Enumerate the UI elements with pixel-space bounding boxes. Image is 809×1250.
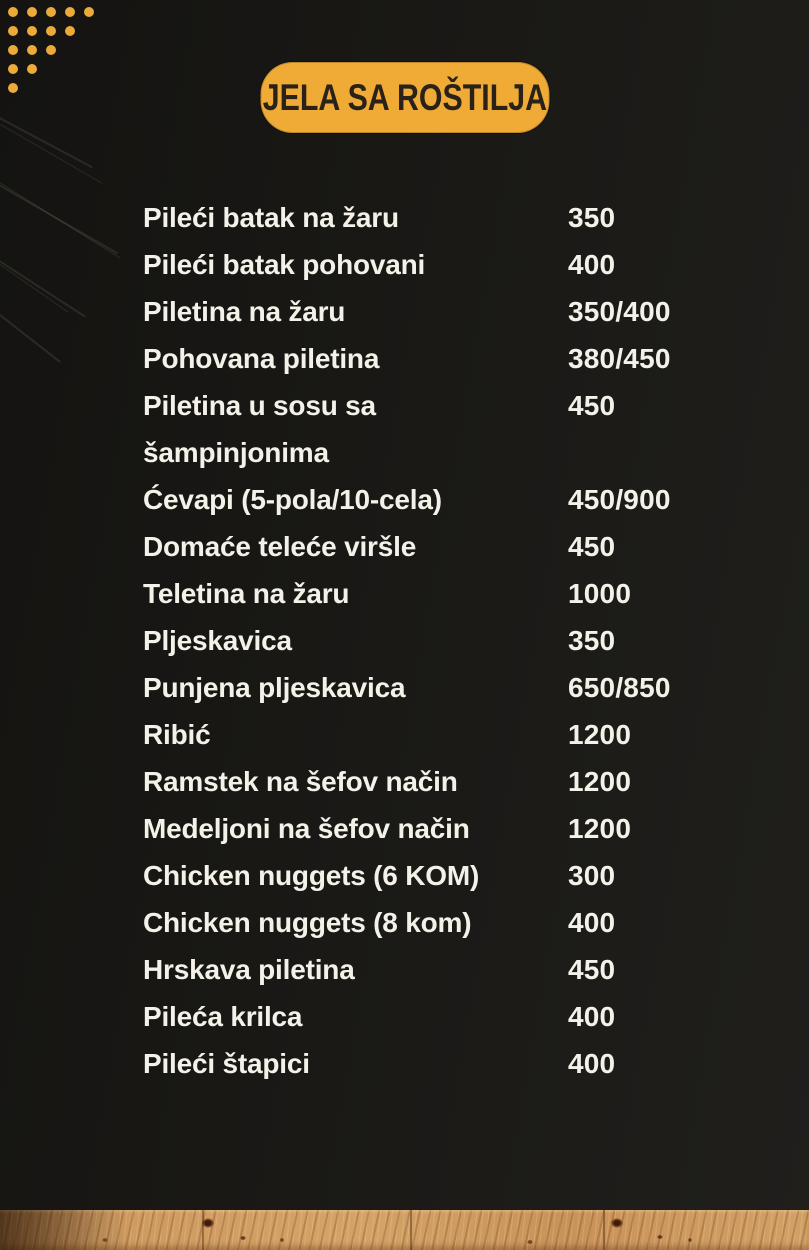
menu-item-row: [143, 805, 703, 852]
menu-item-price: 400: [568, 1048, 616, 1079]
menu-item-price: 450/900: [568, 484, 671, 515]
menu-item-row: [143, 993, 703, 1040]
dot-grid-decoration: [8, 7, 94, 102]
dot-decoration: [46, 7, 56, 17]
menu-item-row: [143, 1040, 703, 1087]
menu-item-row: [143, 523, 703, 570]
dot-row: [8, 26, 94, 36]
menu-item-price: 450: [568, 390, 616, 421]
dot-row: [8, 83, 94, 93]
menu-item-row: [143, 617, 703, 664]
menu-item-name: Pileća krilca: [143, 1001, 303, 1032]
menu-item-name: Medeljoni na šefov način: [143, 813, 470, 844]
plank-separator: [202, 1210, 204, 1250]
dot-row: [8, 7, 94, 17]
title-badge: [260, 62, 549, 133]
dot-decoration: [46, 26, 56, 36]
menu-item-price: 400: [568, 1001, 616, 1032]
menu-item-name: Pileći batak pohovani: [143, 249, 426, 280]
menu-item-name: Teletina na žaru: [143, 578, 350, 609]
dot-decoration: [8, 83, 18, 93]
plank-separator: [603, 1210, 605, 1250]
dot-decoration: [27, 26, 37, 36]
menu-item-name: Piletina u sosu sa šampinjonima: [143, 390, 376, 468]
menu-item-name: Pileći štapici: [143, 1048, 310, 1079]
dot-decoration: [27, 45, 37, 55]
menu-item-price: 350/400: [568, 296, 671, 327]
menu-item-price: 1000: [568, 578, 632, 609]
menu-item-name: Pileći batak na žaru: [143, 202, 399, 233]
menu-item-row: [143, 899, 703, 946]
menu-item-row: [143, 711, 703, 758]
menu-item-price: 350: [568, 202, 616, 233]
dot-decoration: [8, 7, 18, 17]
menu-item-name: Pljeskavica: [143, 625, 292, 656]
dot-row: [8, 64, 94, 74]
dot-decoration: [65, 7, 75, 17]
menu-item-name: Ribić: [143, 719, 211, 750]
dot-decoration: [8, 26, 18, 36]
menu-item-price: 1200: [568, 719, 632, 750]
menu-item-name: Piletina na žaru: [143, 296, 346, 327]
dot-decoration: [27, 64, 37, 74]
menu-item-row: [143, 946, 703, 993]
dot-decoration: [27, 7, 37, 17]
menu-item-row: [143, 241, 703, 288]
menu-item-name: Pohovana piletina: [143, 343, 380, 374]
dot-decoration: [8, 64, 18, 74]
dot-decoration: [84, 7, 94, 17]
menu-item-price: 380/450: [568, 343, 671, 374]
dot-row: [8, 45, 94, 55]
menu-item-name: Punjena pljeskavica: [143, 672, 406, 703]
menu-item-row: [143, 758, 703, 805]
menu-list: [143, 194, 703, 1087]
page-title: JELA SA ROŠTILJA: [262, 76, 547, 118]
plank-separator: [410, 1210, 412, 1250]
menu-item-name: Ćevapi (5-pola/10-cela): [143, 484, 442, 515]
menu-item-row: [143, 664, 703, 711]
menu-item-row: [143, 288, 703, 335]
menu-item-price: 1200: [568, 813, 632, 844]
dot-decoration: [8, 45, 18, 55]
menu-item-row: [143, 852, 703, 899]
dot-decoration: [65, 26, 75, 36]
menu-item-name: Ramstek na šefov način: [143, 766, 458, 797]
menu-item-price: 300: [568, 860, 616, 891]
menu-item-row: [143, 194, 703, 241]
menu-item-name: Domaće teleće viršle: [143, 531, 417, 562]
menu-item-row: [143, 476, 703, 523]
menu-item-price: 650/850: [568, 672, 671, 703]
menu-item-price: 1200: [568, 766, 632, 797]
menu-item-price: 450: [568, 531, 616, 562]
menu-item-row: [143, 570, 703, 617]
dot-decoration: [46, 45, 56, 55]
menu-item-row: [143, 335, 703, 382]
wood-floor-decoration: [0, 1210, 809, 1250]
menu-item-price: 400: [568, 249, 616, 280]
menu-item-name: Chicken nuggets (8 kom): [143, 907, 472, 938]
menu-item-price: 350: [568, 625, 616, 656]
menu-item-name: Hrskava piletina: [143, 954, 355, 985]
menu-item-row: [143, 382, 703, 476]
menu-item-name: Chicken nuggets (6 KOM): [143, 860, 480, 891]
menu-item-price: 400: [568, 907, 616, 938]
menu-item-price: 450: [568, 954, 616, 985]
